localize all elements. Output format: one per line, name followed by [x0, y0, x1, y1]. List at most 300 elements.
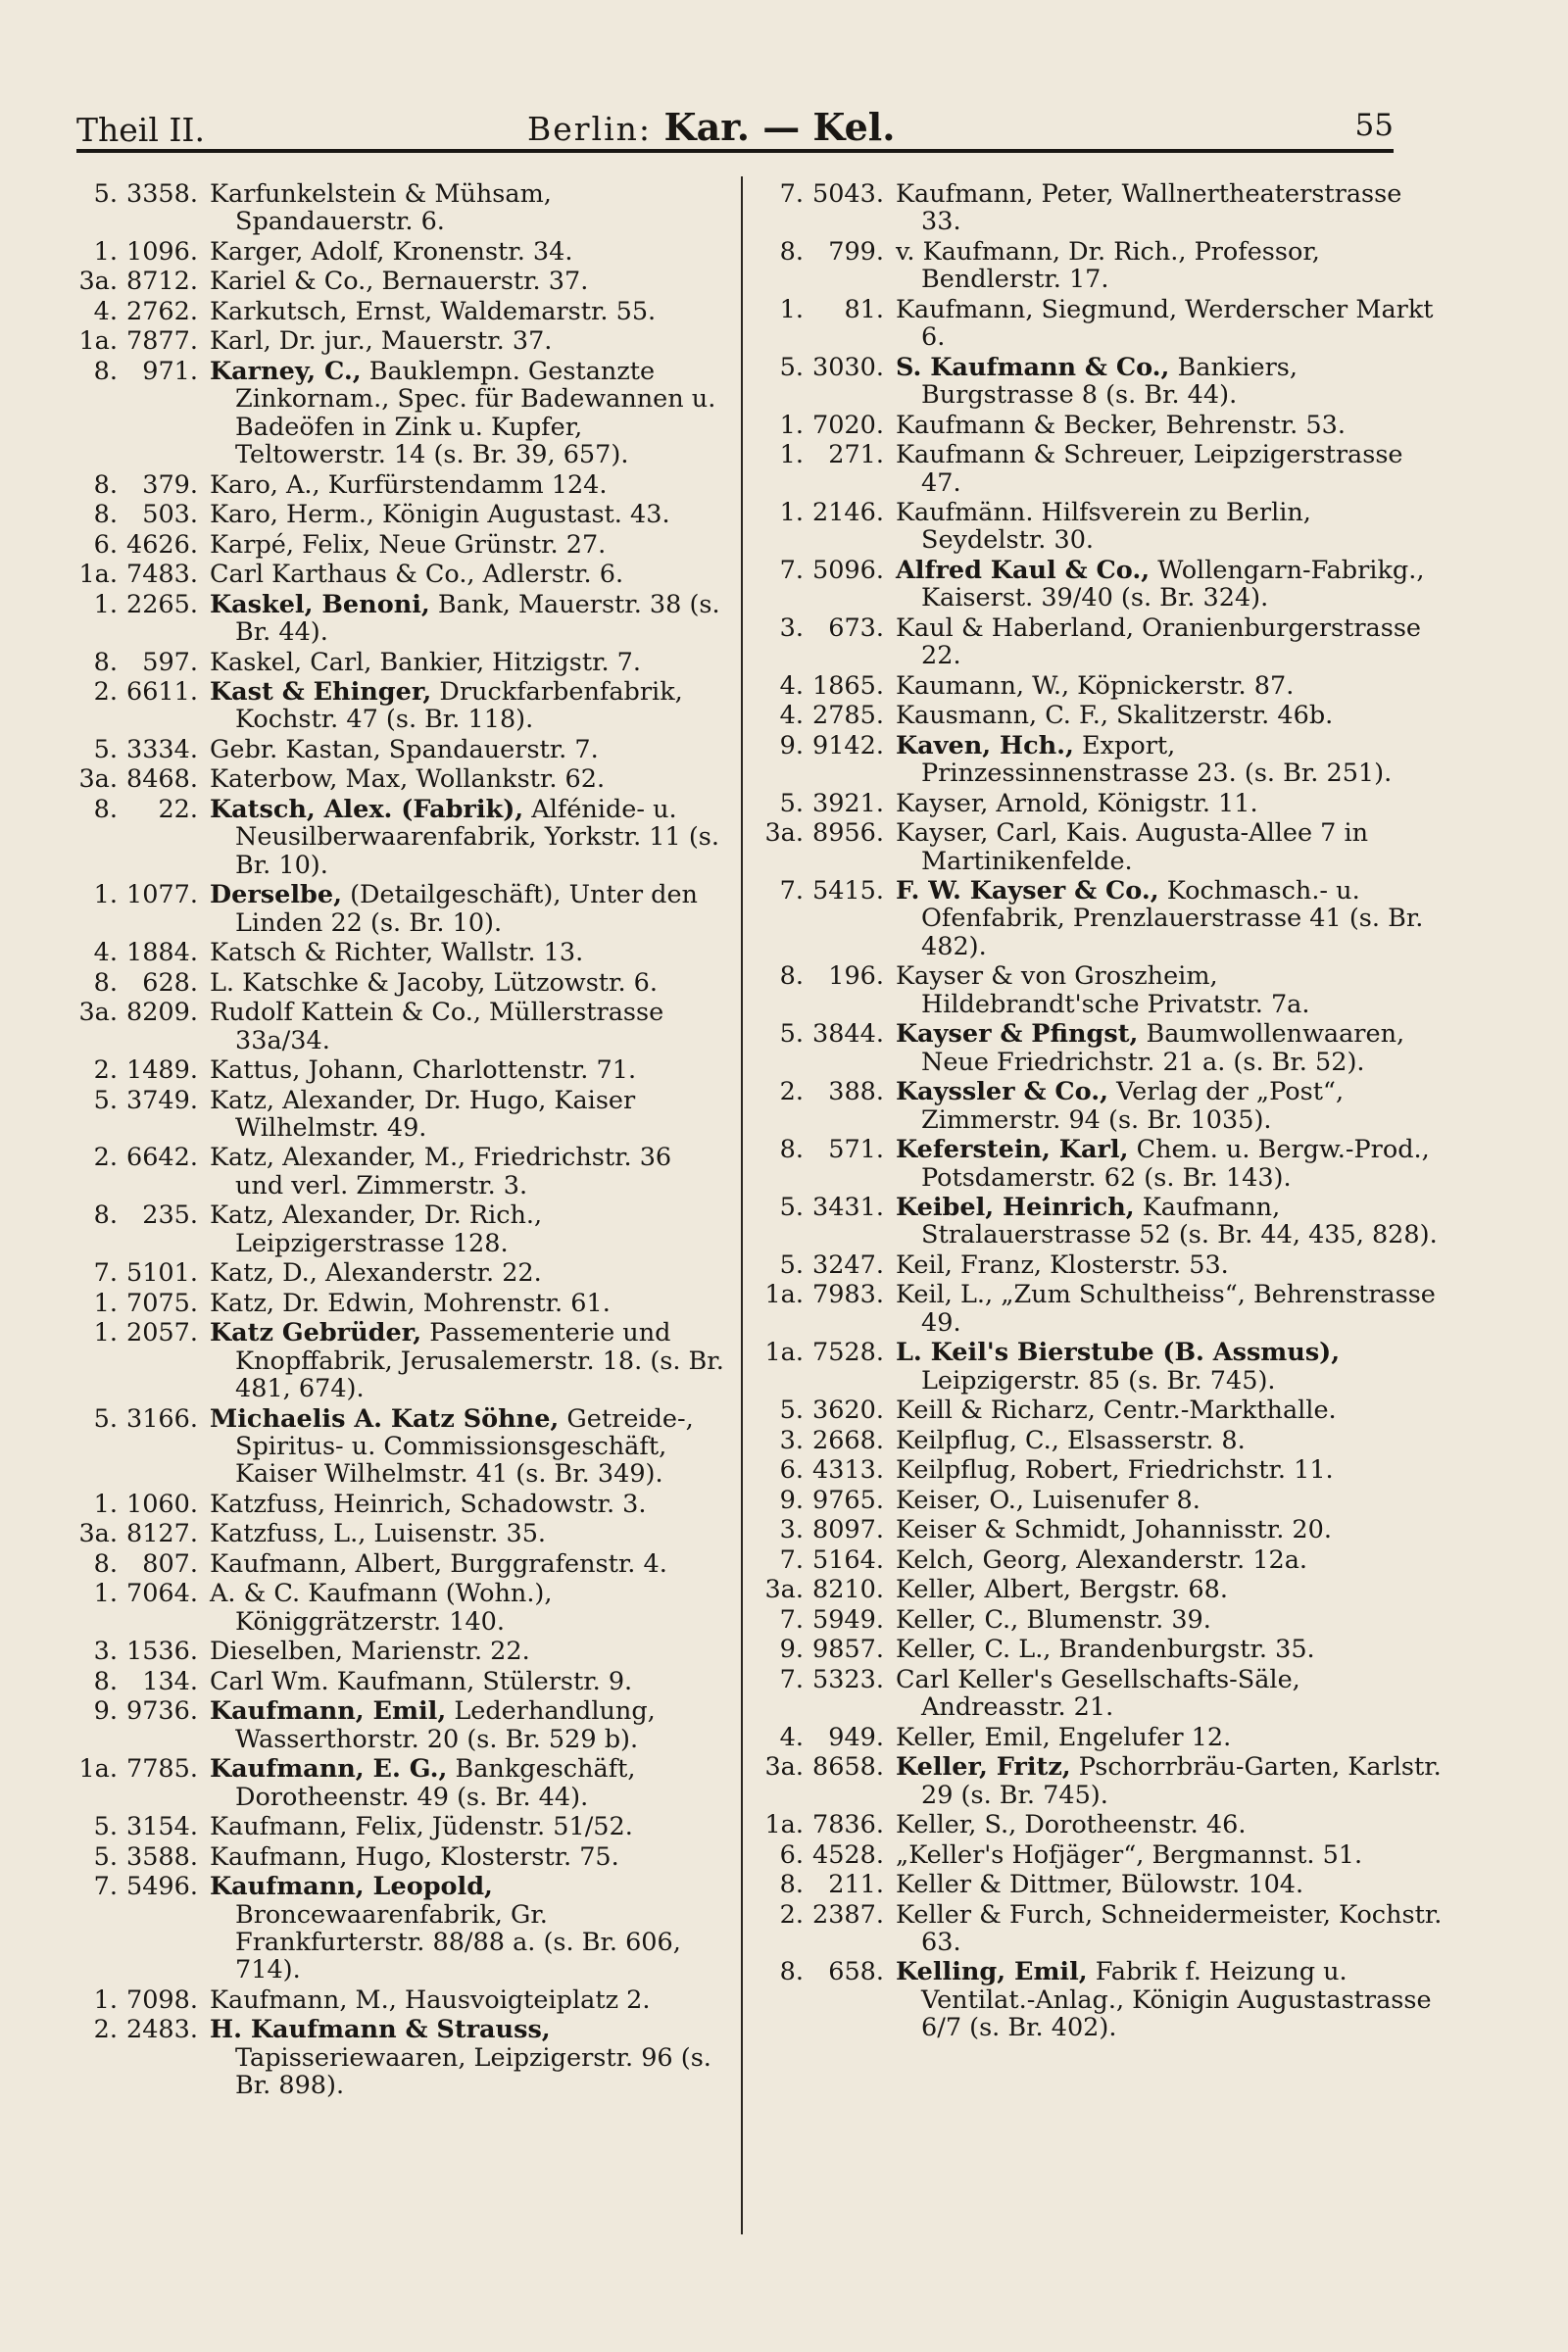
district-number: 7.: [93, 1258, 118, 1289]
entry-details: Fabrik f. Heizung u. Ventilat.-Anlag., Königin Augustastrasse 6/7 (s. Br. 402).: [921, 1957, 1432, 2043]
phone-number: 807.: [142, 1548, 198, 1579]
directory-entry: [71, 1259, 725, 1287]
directory-entry: [757, 732, 1443, 788]
district-number: 8.: [93, 1666, 118, 1696]
directory-entry: [757, 962, 1443, 1018]
district-number: 3a.: [78, 998, 118, 1028]
phone-number: 7528.: [811, 1338, 884, 1368]
directory-entry: [757, 1871, 1443, 1898]
entry-text: [896, 702, 1443, 729]
phone-number: 8658.: [811, 1752, 884, 1783]
district-number: 1a.: [764, 1338, 804, 1368]
entry-text: [210, 1259, 725, 1287]
phone-number: 5496.: [125, 1872, 198, 1902]
entry-details: Karger, Adolf, Kronenstr. 34.: [210, 236, 573, 267]
directory-entry: [757, 1958, 1443, 2041]
district-number: 1.: [779, 410, 804, 440]
phone-number: 7020.: [811, 410, 884, 440]
entry-details: Karkutsch, Ernst, Waldemarstr. 55.: [210, 296, 657, 326]
entry-text: [896, 962, 1443, 1018]
entry-details: Keller, Albert, Bergstr. 68.: [896, 1575, 1228, 1605]
directory-entry: [757, 1901, 1443, 1957]
phone-number: 196.: [828, 961, 884, 992]
phone-number: 7877.: [125, 326, 198, 357]
entry-name: Kast & Ehinger,: [210, 677, 432, 708]
phone-number: 2668.: [811, 1425, 884, 1455]
district-number: 6.: [779, 1455, 804, 1486]
entry-details: Kaufmann & Becker, Behrenstr. 53.: [896, 410, 1346, 440]
directory-entry: [757, 1636, 1443, 1663]
entry-text: [210, 1144, 725, 1200]
entry-text: [896, 354, 1443, 410]
phone-number: 3154.: [125, 1812, 198, 1842]
phone-number: 8127.: [125, 1519, 198, 1549]
phone-number: 3921.: [811, 788, 884, 818]
entry-details: Keller, C., Blumenstr. 39.: [896, 1604, 1211, 1635]
phone-number: 8468.: [125, 764, 198, 795]
phone-number: 388.: [828, 1077, 884, 1107]
directory-entry: [71, 881, 725, 937]
entry-details: Keller & Dittmer, Bülowstr. 104.: [896, 1870, 1304, 1900]
phone-number: 3588.: [125, 1841, 198, 1872]
phone-number: 1060.: [125, 1489, 198, 1519]
phone-number: 2762.: [125, 296, 198, 326]
entry-details: Keller, S., Dorotheenstr. 46.: [896, 1810, 1247, 1840]
directory-entry: [71, 1843, 725, 1871]
directory-entry: [757, 1136, 1443, 1192]
entry-details: Leipzigerstr. 85 (s. Br. 745).: [921, 1365, 1276, 1396]
district-number: 2.: [93, 1143, 118, 1173]
phone-number: 379.: [142, 469, 198, 500]
district-number: 8.: [93, 469, 118, 500]
entry-name: Kaven, Hch.,: [896, 730, 1074, 760]
entry-text: [896, 614, 1443, 670]
entry-details: Katzfuss, L., Luisenstr. 35.: [210, 1519, 547, 1549]
entry-details: Baumwollenwaaren, Neue Friedrichstr. 21 a. (s. Br. 52).: [921, 1019, 1405, 1077]
entry-text: [896, 180, 1443, 236]
district-number: 3a.: [764, 1752, 804, 1783]
district-number: 7.: [779, 555, 804, 585]
phone-number: 3431.: [811, 1193, 884, 1222]
directory-entry: [757, 819, 1443, 875]
entry-text: [210, 796, 725, 879]
district-number: 1.: [779, 440, 804, 470]
district-number: 1.: [93, 1984, 118, 2015]
district-number: 4.: [779, 701, 804, 731]
district-number: 7.: [779, 1604, 804, 1635]
entry-details: Keller, Emil, Engelufer 12.: [896, 1722, 1232, 1752]
entry-name: Kaskel, Benoni,: [210, 589, 430, 619]
entry-details: Kelch, Georg, Alexanderstr. 12a.: [896, 1544, 1308, 1575]
entry-name: Keferstein, Karl,: [896, 1135, 1129, 1165]
district-number: 5.: [93, 1085, 118, 1115]
entry-text: [210, 1986, 725, 2014]
district-number: 8.: [779, 236, 804, 267]
phone-number: 2785.: [811, 701, 884, 731]
entry-name: Keibel, Heinrich,: [896, 1193, 1135, 1222]
district-number: 3a.: [764, 1575, 804, 1605]
entry-text: [896, 499, 1443, 555]
directory-entry: [71, 1697, 725, 1753]
entry-details: A. & C. Kaufmann (Wohn.), Königgrätzerstr. 140.: [210, 1579, 553, 1637]
phone-number: 2483.: [125, 2015, 198, 2045]
directory-entry: [757, 1516, 1443, 1544]
column-divider: [741, 176, 743, 2234]
phone-number: 2057.: [125, 1318, 198, 1348]
district-number: 5.: [779, 1396, 804, 1426]
entry-text: [896, 1020, 1443, 1076]
phone-number: 7064.: [125, 1579, 198, 1609]
phone-number: 9736.: [125, 1696, 198, 1727]
entry-text: [896, 441, 1443, 497]
phone-number: 658.: [828, 1957, 884, 1987]
phone-number: 235.: [142, 1200, 198, 1231]
directory-entry: [757, 499, 1443, 555]
district-number: 5.: [779, 352, 804, 382]
phone-number: 134.: [142, 1666, 198, 1696]
entry-name: Kelling, Emil,: [896, 1957, 1088, 1987]
entry-details: Keilpflug, Robert, Friedrichstr. 11.: [896, 1455, 1334, 1486]
directory-entry: [71, 649, 725, 676]
entry-text: [210, 358, 725, 469]
directory-entry: [757, 1606, 1443, 1634]
entry-text: [210, 1550, 725, 1578]
district-number: 7.: [779, 179, 804, 209]
entry-text: [210, 1056, 725, 1084]
entry-text: [210, 1290, 725, 1317]
entry-text: [210, 327, 725, 355]
district-number: 8.: [93, 356, 118, 386]
directory-entry: [71, 1813, 725, 1840]
phone-number: 5096.: [811, 555, 884, 585]
directory-entry: [71, 358, 725, 469]
entry-details: Karo, A., Kurfürstendamm 124.: [210, 469, 608, 500]
entry-details: Getreide-, Spiritus- u. Commissionsgeschäft, Kaiser Wilhelmstr. 41 (s. Br. 349).: [235, 1403, 694, 1490]
entry-text: [210, 531, 725, 559]
directory-entry: [757, 1841, 1443, 1869]
entry-details: Alfénide- u. Neusilberwaarenfabrik, Yorkstr. 11 (s. Br. 10).: [235, 794, 719, 880]
directory-entry: [757, 1666, 1443, 1722]
entry-details: Kausmann, C. F., Skalitzerstr. 46b.: [896, 701, 1334, 731]
entry-name: Keller, Fritz,: [896, 1752, 1071, 1783]
phone-number: 5415.: [811, 876, 884, 906]
directory-entry: [757, 702, 1443, 729]
entry-name: Kayser & Pfingst,: [896, 1019, 1139, 1050]
district-number: 1a.: [764, 1810, 804, 1840]
entry-name: Katsch, Alex. (Fabrik),: [210, 794, 524, 824]
directory-entry: [71, 180, 725, 236]
entry-details: Kaufmann, M., Hausvoigteiplatz 2.: [210, 1984, 651, 2015]
entry-text: [210, 939, 725, 966]
entry-text: [896, 557, 1443, 612]
directory-entry: [757, 1427, 1443, 1454]
entry-details: Bankiers, Burgstrasse 8 (s. Br. 44).: [921, 352, 1298, 411]
district-number: 2.: [93, 1055, 118, 1086]
directory-entry: [757, 441, 1443, 497]
district-number: 3a.: [78, 764, 118, 795]
directory-entry: [71, 1520, 725, 1547]
phone-number: 1536.: [125, 1637, 198, 1667]
section-label: Theil II.: [76, 111, 205, 149]
phone-number: 1096.: [125, 236, 198, 267]
directory-entry: [757, 180, 1443, 236]
entry-name: Kaufmann, Emil,: [210, 1696, 447, 1727]
phone-number: 571.: [828, 1135, 884, 1165]
entry-details: Keiser & Schmidt, Johannisstr. 20.: [896, 1515, 1332, 1545]
district-number: 7.: [779, 1664, 804, 1694]
entry-text: [210, 471, 725, 499]
entry-text: [896, 1516, 1443, 1544]
entry-details: Kaufmann & Schreuer, Leipzigerstrasse 47.: [896, 440, 1403, 498]
entry-text: [210, 736, 725, 763]
district-number: 8.: [93, 967, 118, 998]
directory-entry: [71, 736, 725, 763]
entry-name: Kayssler & Co.,: [896, 1077, 1108, 1107]
directory-entry: [757, 1724, 1443, 1751]
phone-number: 9765.: [811, 1485, 884, 1515]
entry-text: [210, 1697, 725, 1753]
district-number: 1.: [93, 1318, 118, 1348]
entry-text: [210, 268, 725, 295]
entry-details: Keilpflug, C., Elsasserstr. 8.: [896, 1425, 1246, 1455]
entry-text: [210, 501, 725, 528]
entry-details: Bankgeschäft, Dorotheenstr. 49 (s. Br. 44).: [235, 1754, 636, 1812]
entry-name: H. Kaufmann & Strauss,: [210, 2015, 551, 2045]
district-number: 6.: [93, 529, 118, 560]
phone-number: 3166.: [125, 1403, 198, 1434]
directory-entry: [71, 1491, 725, 1518]
directory-entry: [71, 471, 725, 499]
directory-entry: [71, 1405, 725, 1489]
entry-details: Passementerie und Knopffabrik, Jerusalemerstr. 18. (s. Br. 481, 674).: [235, 1318, 724, 1404]
directory-entry: [71, 1668, 725, 1695]
directory-entry: [757, 1753, 1443, 1809]
entry-details: Kaufmann, Albert, Burggrafenstr. 4.: [210, 1548, 667, 1579]
phone-number: 7075.: [125, 1288, 198, 1318]
phone-number: 3030.: [811, 352, 884, 382]
phone-number: 3620.: [811, 1396, 884, 1426]
entry-text: [210, 1843, 725, 1871]
directory-entry: [71, 1319, 725, 1402]
entry-text: [896, 1958, 1443, 2041]
entry-text: [210, 1813, 725, 1840]
entry-details: Kaumann, W., Köpnickerstr. 87.: [896, 670, 1295, 701]
district-number: 8.: [779, 1870, 804, 1900]
district-number: 1.: [779, 498, 804, 528]
entry-details: Katz, Alexander, M., Friedrichstr. 36 und verl. Zimmerstr. 3.: [210, 1143, 672, 1200]
entry-details: Kaufmann, Hugo, Klosterstr. 75.: [210, 1841, 619, 1872]
phone-number: 949.: [828, 1722, 884, 1752]
entry-details: Chem. u. Bergw.-Prod., Potsdamerstr. 62 (s. Br. 143).: [921, 1135, 1430, 1193]
directory-entry: [71, 238, 725, 266]
directory-entry: [757, 1194, 1443, 1250]
entry-text: [210, 1873, 725, 1984]
entry-details: Bank, Mauerstr. 38 (s. Br. 44).: [235, 589, 720, 648]
entry-text: [896, 1753, 1443, 1809]
phone-number: 3749.: [125, 1085, 198, 1115]
entry-text: [896, 1841, 1443, 1869]
entry-details: Karfunkelstein & Mühsam, Spandauerstr. 6.: [210, 179, 552, 237]
directory-entry: [71, 1873, 725, 1984]
phone-number: 5164.: [811, 1544, 884, 1575]
directory-entry: [71, 591, 725, 647]
entry-text: [896, 1427, 1443, 1454]
district-number: 3.: [93, 1637, 118, 1667]
directory-entry: [71, 999, 725, 1054]
entry-text: [210, 999, 725, 1054]
entry-details: „Keller's Hofjäger“, Bergmannst. 51.: [896, 1839, 1363, 1870]
entry-text: [896, 238, 1443, 294]
entry-details: Kaskel, Carl, Bankier, Hitzigstr. 7.: [210, 647, 641, 677]
phone-number: 7836.: [811, 1810, 884, 1840]
entry-text: [896, 1636, 1443, 1663]
entry-text: [896, 1078, 1443, 1134]
entry-details: (Detailgeschäft), Unter den Linden 22 (s. Br. 10).: [235, 880, 698, 938]
entry-text: [896, 819, 1443, 875]
entry-details: Pschorrbräu-Garten, Karlstr. 29 (s. Br. 745).: [921, 1752, 1442, 1810]
entry-text: [896, 1724, 1443, 1751]
district-number: 6.: [779, 1839, 804, 1870]
phone-number: 673.: [828, 612, 884, 643]
entry-details: Rudolf Kattein & Co., Müllerstrasse 33a/34.: [210, 998, 664, 1055]
directory-entry: [757, 354, 1443, 410]
district-number: 5.: [93, 179, 118, 209]
directory-entry: [757, 412, 1443, 439]
directory-entry: [71, 327, 725, 355]
district-number: 5.: [93, 1812, 118, 1842]
entry-text: [210, 1638, 725, 1665]
entry-text: [210, 1491, 725, 1518]
entry-details: Katz, Alexander, Dr. Hugo, Kaiser Wilhelmstr. 49.: [210, 1085, 636, 1143]
entry-details: Kaufmann, Peter, Wallnertheaterstrasse 33.: [896, 179, 1402, 237]
phone-number: 5323.: [811, 1664, 884, 1694]
right-column: [757, 180, 1443, 2234]
directory-entry: [757, 1396, 1443, 1424]
entry-text: [896, 877, 1443, 960]
entry-text: [210, 881, 725, 937]
district-number: 1a.: [764, 1280, 804, 1310]
district-number: 2.: [779, 1077, 804, 1107]
district-number: 8.: [93, 647, 118, 677]
entry-details: Kochmasch.- u. Ofenfabrik, Prenzlauerstrasse 41 (s. Br. 482).: [921, 876, 1424, 961]
phone-number: 211.: [828, 1870, 884, 1900]
directory-entry: [757, 1251, 1443, 1279]
district-number: 9.: [779, 1485, 804, 1515]
entry-text: [896, 790, 1443, 817]
directory-entry: [71, 1550, 725, 1578]
entry-details: Dieselben, Marienstr. 22.: [210, 1637, 530, 1667]
district-number: 8.: [93, 1200, 118, 1231]
entry-text: [210, 561, 725, 588]
phone-number: 3247.: [811, 1250, 884, 1280]
entry-text: [210, 678, 725, 734]
directory-entry: [757, 790, 1443, 817]
phone-number: 7983.: [811, 1280, 884, 1310]
entry-text: [896, 1136, 1443, 1192]
phone-number: 5043.: [811, 179, 884, 209]
phone-number: 799.: [828, 236, 884, 267]
directory-entry: [71, 969, 725, 997]
phone-number: 81.: [844, 294, 884, 324]
entry-details: Katzfuss, Heinrich, Schadowstr. 3.: [210, 1489, 647, 1519]
district-number: 1.: [93, 880, 118, 910]
directory-entry: [71, 1087, 725, 1143]
entry-text: [210, 1201, 725, 1257]
district-number: 4.: [779, 670, 804, 701]
directory-entry: [757, 238, 1443, 294]
entry-details: Kaufmänn. Hilfsverein zu Berlin, Seydelstr. 30.: [896, 498, 1311, 556]
city-label: Berlin:: [527, 110, 653, 148]
entry-details: Kariel & Co., Bernauerstr. 37.: [210, 267, 589, 297]
entry-details: Gebr. Kastan, Spandauerstr. 7.: [210, 734, 599, 764]
entry-details: Keller, C. L., Brandenburgstr. 35.: [896, 1635, 1315, 1665]
entry-name: L. Keil's Bierstube (B. Assmus),: [896, 1338, 1341, 1368]
entry-text: [896, 1194, 1443, 1250]
district-number: 3a.: [764, 818, 804, 849]
entry-details: v. Kaufmann, Dr. Rich., Professor, Bendlerstr. 17.: [896, 236, 1320, 295]
phone-number: 8712.: [125, 267, 198, 297]
entry-details: Karo, Herm., Königin Augustast. 43.: [210, 500, 670, 530]
phone-number: 271.: [828, 440, 884, 470]
entry-details: Kaufmann, Siegmund, Werderscher Markt 6.: [896, 294, 1434, 353]
running-title: [527, 105, 895, 149]
entry-text: [210, 1755, 725, 1811]
directory-entry: [757, 1487, 1443, 1514]
phone-number: 1884.: [125, 938, 198, 968]
district-number: 1a.: [78, 326, 118, 357]
entry-details: Katz, D., Alexanderstr. 22.: [210, 1258, 542, 1289]
entry-details: Kayser, Arnold, Königstr. 11.: [896, 788, 1258, 818]
directory-entry: [757, 1811, 1443, 1838]
entry-name: Kaufmann, E. G.,: [210, 1754, 448, 1785]
district-number: 3a.: [78, 1519, 118, 1549]
entry-text: [210, 649, 725, 676]
district-number: 5.: [779, 1193, 804, 1222]
district-number: 5.: [779, 1019, 804, 1050]
entry-text: [896, 1576, 1443, 1603]
directory-entry: [71, 1290, 725, 1317]
entry-details: Druckfarbenfabrik, Kochstr. 47 (s. Br. 118).: [235, 677, 683, 735]
district-number: 4.: [93, 296, 118, 326]
entry-text: [896, 296, 1443, 352]
directory-entry: [71, 501, 725, 528]
entry-text: [896, 1339, 1443, 1395]
directory-entry: [757, 1456, 1443, 1484]
entry-details: Katerbow, Max, Wollankstr. 62.: [210, 764, 606, 795]
phone-number: 4626.: [125, 529, 198, 560]
entry-text: [896, 1606, 1443, 1634]
entry-name: Karney, C.,: [210, 356, 362, 386]
entry-details: Katsch & Richter, Wallstr. 13.: [210, 938, 584, 968]
district-number: 2.: [779, 1899, 804, 1930]
entry-text: [896, 1487, 1443, 1514]
directory-entry: [757, 1546, 1443, 1574]
directory-entry: [757, 296, 1443, 352]
phone-number: 9857.: [811, 1635, 884, 1665]
directory-entry: [71, 1638, 725, 1665]
district-number: 9.: [93, 1696, 118, 1727]
directory-entry: [71, 765, 725, 793]
entry-text: [210, 1319, 725, 1402]
alphabet-range: Kar. — Kel.: [663, 105, 896, 149]
directory-entry: [71, 1056, 725, 1084]
entry-name: Alfred Kaul & Co.,: [896, 555, 1151, 585]
entry-text: [896, 732, 1443, 788]
district-number: 2.: [93, 677, 118, 708]
phone-number: 3334.: [125, 734, 198, 764]
phone-number: 22.: [158, 794, 198, 824]
directory-entry: [71, 678, 725, 734]
